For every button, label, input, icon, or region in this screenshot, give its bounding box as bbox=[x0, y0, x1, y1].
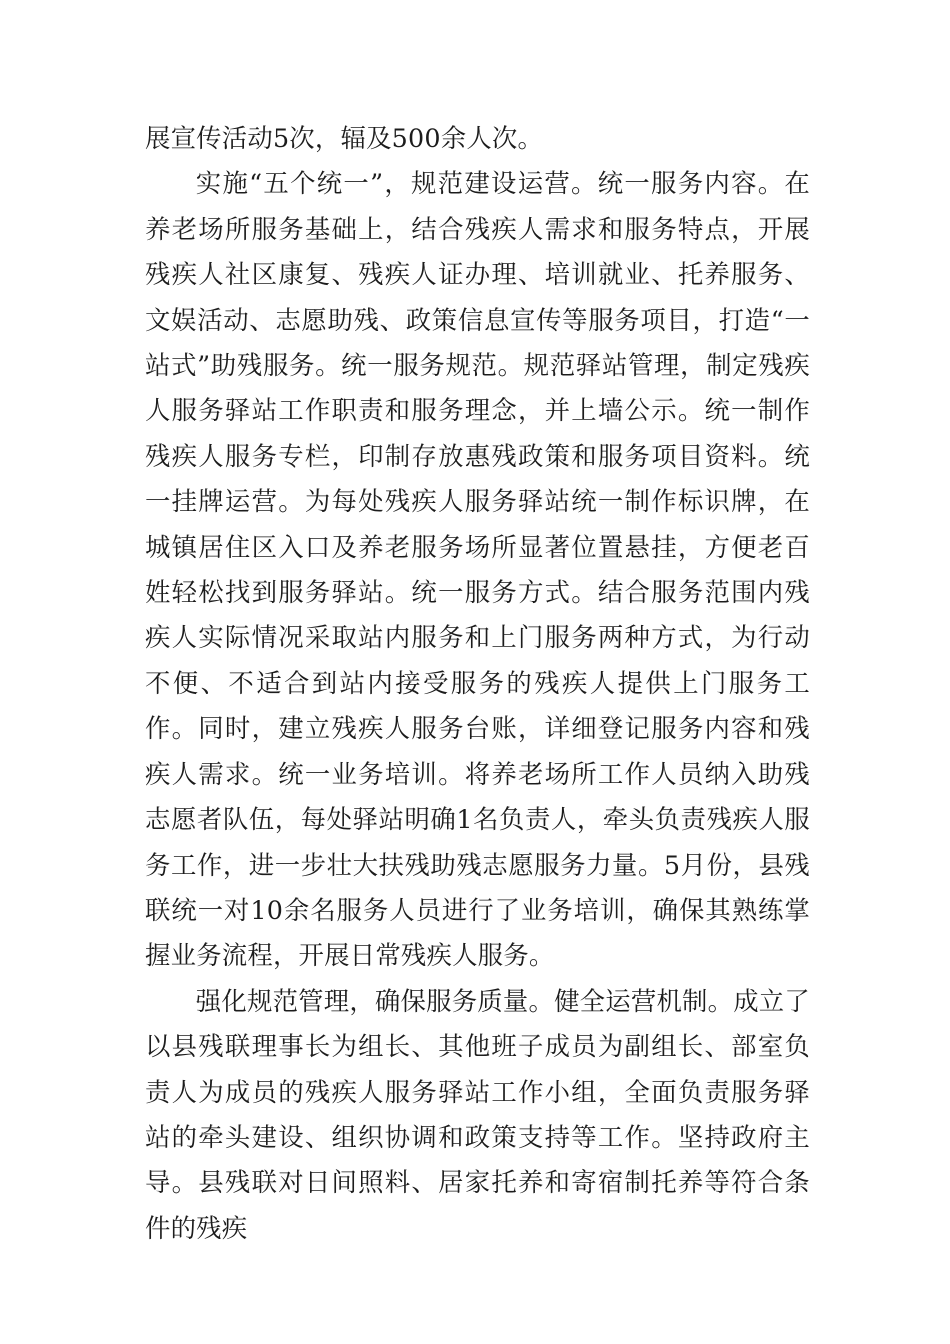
document-page bbox=[145, 116, 810, 1251]
paragraph-1: 展宣传活动5次，辐及500余人次。 bbox=[145, 123, 544, 153]
paragraph-3: 强化规范管理，确保服务质量。健全运营机制。成立了以县残联理事长为组长、其他班子成员为副组长、部室负责人为成员的残疾人服务驿站工作小组，全面负责服务驿站的牵头建设、组织协调和政策支持等工作。坚持政府主导。县残联对日间照料、居家托养和寄宿制托养等符合条件的残疾 bbox=[145, 985, 810, 1243]
paragraph-2: 实施“五个统一”，规范建设运营。统一服务内容。在养老场所服务基础上，结合残疾人需求和服务特点，开展残疾人社区康复、残疾人证办理、培训就业、托养服务、文娱活动、志愿助残、政策信息宣传等服务项目，打造“一站式”助残服务。统一服务规范。规范驿站管理，制定残疾人服务驿站工作职责和服务理念，并上墙公示。统一制作残疾人服务专栏，印制存放惠残政策和服务项目资料。统一挂牌运营。为每处残疾人服务驿站统一制作标识牌，在城镇居住区入口及养老服务场所显著位置悬挂，方便老百姓轻松找到服务驿站。统一服务方式。结合服务范围内残疾人实际情况采取站内服务和上门服务两种方式，为行动不便、不适合到站内接受服务的残疾人提供上门服务工作。同时，建立残疾人服务台账，详细登记服务内容和残疾人需求。统一业务培训。将养老场所工作人员纳入助残志愿者队伍，每处驿站明确1名负责人，牵头负责残疾人服务工作，进一步壮大扶残助残志愿服务力量。5月份，县残联统一对10余名服务人员进行了业务培训，确保其熟练掌握业务流程，开展日常残疾人服务。 bbox=[145, 168, 810, 971]
